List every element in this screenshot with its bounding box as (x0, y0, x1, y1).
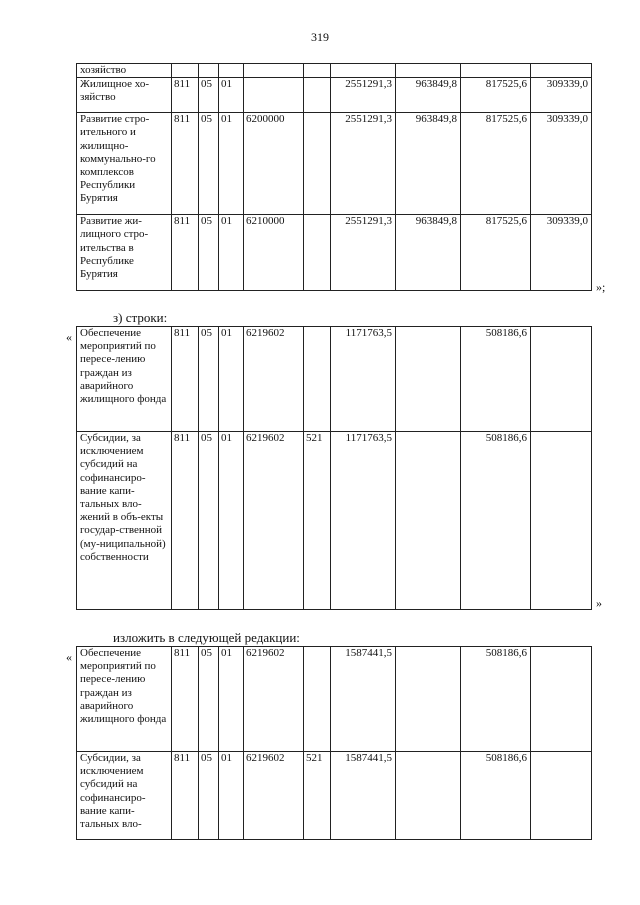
table-row (77, 327, 592, 432)
cell-section-code (199, 64, 219, 78)
cell-target-article (244, 78, 304, 113)
cell-amount-4 (531, 647, 592, 752)
cell-target-article: 6200000 (244, 113, 304, 215)
cell-expense-type: 521 (304, 432, 331, 610)
cell-amount-2 (396, 64, 461, 78)
cell-amount-4: 309339,0 (531, 113, 592, 215)
cell-subsection-code: 01 (219, 432, 244, 610)
replace-instruction: изложить в следующей редакции: (113, 630, 300, 645)
cell-name: Обеспечение мероприятий по пересе-лению граждан из аварийного жилищного фонда (77, 647, 172, 752)
cell-section-code: 05 (199, 752, 219, 840)
cell-expense-type (304, 78, 331, 113)
cell-section-code: 05 (199, 78, 219, 113)
cell-section-code: 05 (199, 647, 219, 752)
cell-subsection-code (219, 64, 244, 78)
cell-amount-3 (461, 64, 531, 78)
cell-ministry-code: 811 (172, 113, 199, 215)
cell-name: Субсидии, за исключением субсидий на софинансиро-вание капи-тальных вло- (77, 752, 172, 840)
cell-target-article (244, 64, 304, 78)
cell-amount-3: 508186,6 (461, 752, 531, 840)
cell-ministry-code: 811 (172, 327, 199, 432)
cell-amount-4 (531, 64, 592, 78)
cell-amount-2: 963849,8 (396, 78, 461, 113)
opening-quote: « (66, 330, 72, 344)
cell-expense-type (304, 64, 331, 78)
table-row (77, 752, 592, 840)
cell-subsection-code: 01 (219, 647, 244, 752)
table-row (77, 78, 592, 113)
budget-table-original-top (76, 63, 592, 291)
cell-ministry-code: 811 (172, 647, 199, 752)
cell-amount-3: 508186,6 (461, 432, 531, 610)
cell-name: Жилищное хо-зяйство (77, 78, 172, 113)
cell-name: Развитие жи-лищного стро-ительства в Республике Бурятия (77, 215, 172, 291)
cell-expense-type (304, 647, 331, 752)
cell-amount-4: 309339,0 (531, 215, 592, 291)
cell-target-article: 6219602 (244, 327, 304, 432)
cell-name: Субсидии, за исключением субсидий на софинансиро-вание капи-тальных вло-жений в объ-екты государ-ственной (му-ниципальной) собственности (77, 432, 172, 610)
cell-amount-1: 1587441,5 (331, 647, 396, 752)
cell-subsection-code: 01 (219, 215, 244, 291)
cell-amount-1: 2551291,3 (331, 78, 396, 113)
cell-amount-1: 2551291,3 (331, 113, 396, 215)
cell-section-code: 05 (199, 113, 219, 215)
cell-ministry-code: 811 (172, 752, 199, 840)
table-row (77, 432, 592, 610)
cell-amount-3: 508186,6 (461, 647, 531, 752)
section-z-heading: з) строки: (113, 310, 168, 325)
cell-amount-2 (396, 647, 461, 752)
cell-expense-type (304, 215, 331, 291)
cell-amount-4 (531, 432, 592, 610)
page-number: 319 (311, 30, 329, 44)
cell-target-article: 6210000 (244, 215, 304, 291)
cell-name: хозяйство (77, 64, 172, 78)
cell-amount-1: 2551291,3 (331, 215, 396, 291)
cell-amount-4 (531, 752, 592, 840)
cell-target-article: 6219602 (244, 432, 304, 610)
cell-amount-2: 963849,8 (396, 113, 461, 215)
cell-expense-type: 521 (304, 752, 331, 840)
cell-section-code: 05 (199, 432, 219, 610)
cell-subsection-code: 01 (219, 327, 244, 432)
cell-amount-1: 1171763,5 (331, 432, 396, 610)
cell-amount-1: 1587441,5 (331, 752, 396, 840)
cell-section-code: 05 (199, 215, 219, 291)
cell-amount-3: 817525,6 (461, 78, 531, 113)
cell-amount-3: 817525,6 (461, 113, 531, 215)
cell-ministry-code (172, 64, 199, 78)
cell-subsection-code: 01 (219, 78, 244, 113)
cell-expense-type (304, 113, 331, 215)
cell-subsection-code: 01 (219, 752, 244, 840)
cell-amount-3: 508186,6 (461, 327, 531, 432)
table-row (77, 64, 592, 78)
cell-amount-2 (396, 432, 461, 610)
cell-subsection-code: 01 (219, 113, 244, 215)
table-row (77, 113, 592, 215)
cell-amount-4: 309339,0 (531, 78, 592, 113)
cell-ministry-code: 811 (172, 78, 199, 113)
closing-quote: » (596, 596, 602, 610)
cell-amount-2 (396, 752, 461, 840)
cell-amount-1 (331, 64, 396, 78)
cell-amount-2: 963849,8 (396, 215, 461, 291)
budget-table-rows-to-replace (76, 326, 592, 610)
cell-name: Обеспечение мероприятий по пересе-лению граждан из аварийного жилищного фонда (77, 327, 172, 432)
cell-target-article: 6219602 (244, 752, 304, 840)
cell-ministry-code: 811 (172, 215, 199, 291)
table-row (77, 647, 592, 752)
cell-section-code: 05 (199, 327, 219, 432)
table-row (77, 215, 592, 291)
budget-table-new-version (76, 646, 592, 840)
cell-target-article: 6219602 (244, 647, 304, 752)
cell-amount-4 (531, 327, 592, 432)
closing-quote-semicolon: »; (596, 280, 606, 294)
cell-amount-2 (396, 327, 461, 432)
cell-ministry-code: 811 (172, 432, 199, 610)
cell-amount-3: 817525,6 (461, 215, 531, 291)
cell-amount-1: 1171763,5 (331, 327, 396, 432)
cell-name: Развитие стро-ительного и жилищно-коммунально-го комплексов Республики Бурятия (77, 113, 172, 215)
cell-expense-type (304, 327, 331, 432)
opening-quote: « (66, 650, 72, 664)
